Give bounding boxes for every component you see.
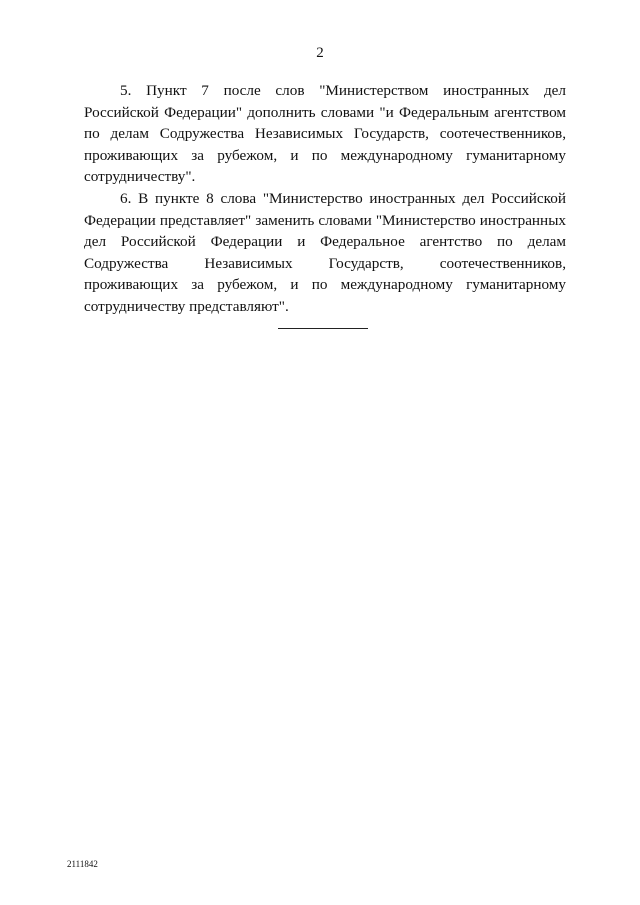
document-body [84,80,566,318]
paragraph-item-5: 5. Пункт 7 после слов "Министерством иностранных дел Российской Федерации" дополнить словами "и Федеральным агентством по делам Содружества Независимых Государств, соотечественников, проживающих за рубежом, и по международному гуманитарному сотрудничеству". [84,82,566,186]
end-of-text-rule [278,328,368,329]
paragraph-item-6: 6. В пункте 8 слова "Министерство иностранных дел Российской Федерации представляет" заменить словами "Министерство иностранных дел Российской Федерации и Федеральное агентство по делам Содружества Независимых Государств, соотечественников, проживающих за рубежом, и по международному гуманитарному сотрудничеству представляют". [84,189,566,315]
document-code: 2111842 [67,859,98,869]
page-number: 2 [316,45,324,61]
